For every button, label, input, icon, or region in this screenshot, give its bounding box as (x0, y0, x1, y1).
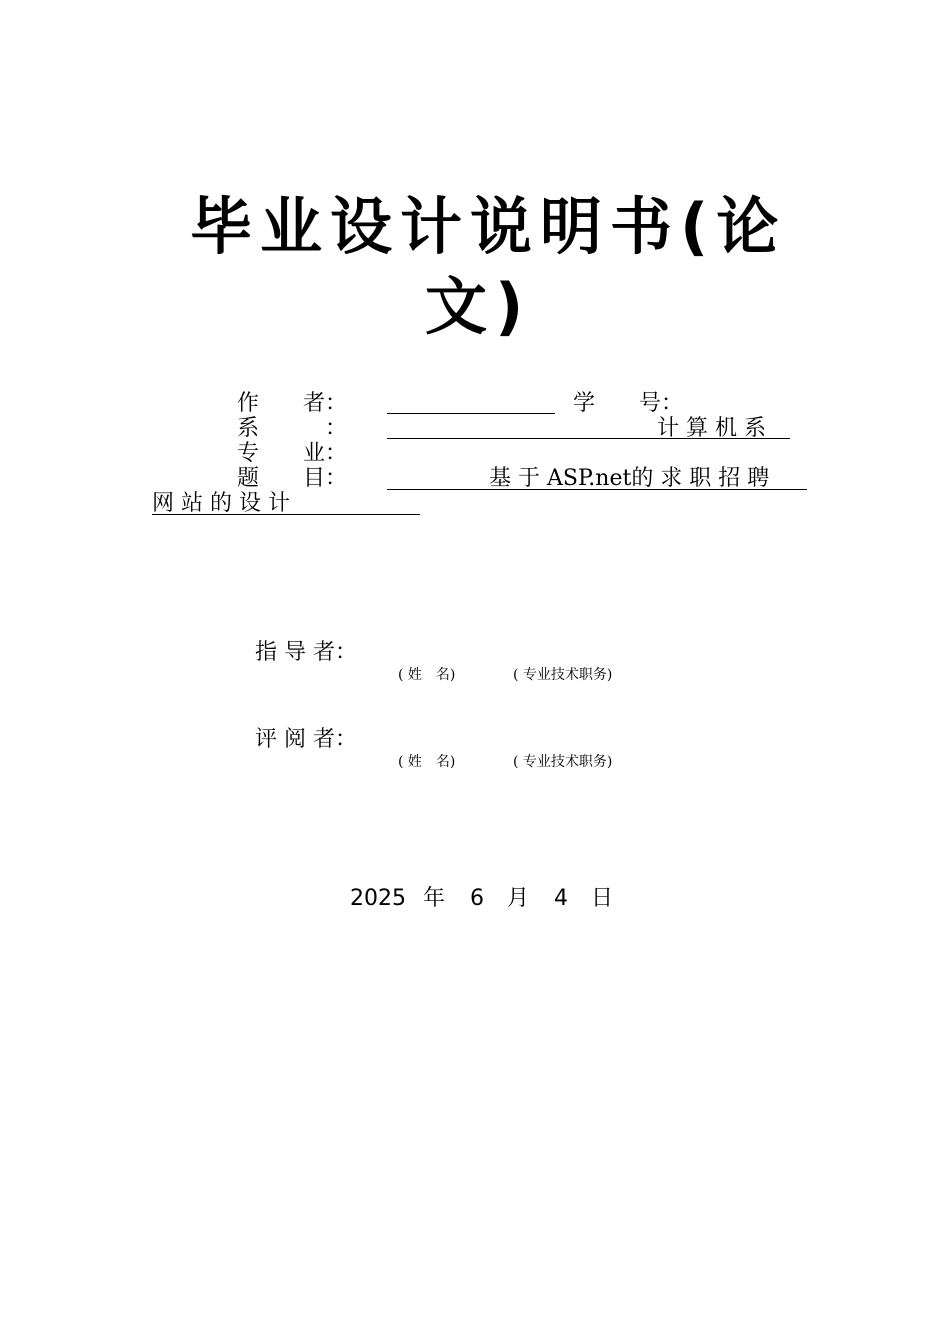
major-label: 专 业： (237, 441, 348, 466)
topic-value-line-2: 网 站 的 设 计 (152, 491, 290, 516)
date-year-unit: 年 (423, 886, 446, 911)
topic-underline-2 (152, 514, 420, 515)
date-month: 6 (470, 886, 484, 911)
title-line-1: 毕业设计说明书(论 (190, 190, 787, 263)
topic-label: 题 目： (237, 466, 348, 491)
author-underline (387, 413, 555, 414)
reviewer-label: 评 阅 者： (255, 727, 357, 752)
reviewer-title-hint: ( 专业技术职务) (513, 754, 613, 770)
student-id-label: 学 号： (573, 391, 684, 416)
topic-value-line-1: 基 于 ASP.net的 求 职 招 聘 (489, 466, 770, 491)
title-line-2: 文) (425, 270, 532, 343)
author-label: 作 者： (237, 391, 348, 416)
reviewer-name-hint: ( 姓 名) (398, 754, 456, 770)
date-day-unit: 日 (591, 886, 614, 911)
advisor-title-hint: ( 专业技术职务) (513, 667, 613, 683)
department-value: 计 算 机 系 (657, 416, 766, 441)
date-day: 4 (554, 886, 568, 911)
advisor-label: 指 导 者： (255, 640, 357, 665)
date-year: 2025 (350, 886, 406, 911)
department-label: 系 ： (237, 416, 348, 441)
advisor-name-hint: ( 姓 名) (398, 667, 456, 683)
date-month-unit: 月 (507, 886, 530, 911)
